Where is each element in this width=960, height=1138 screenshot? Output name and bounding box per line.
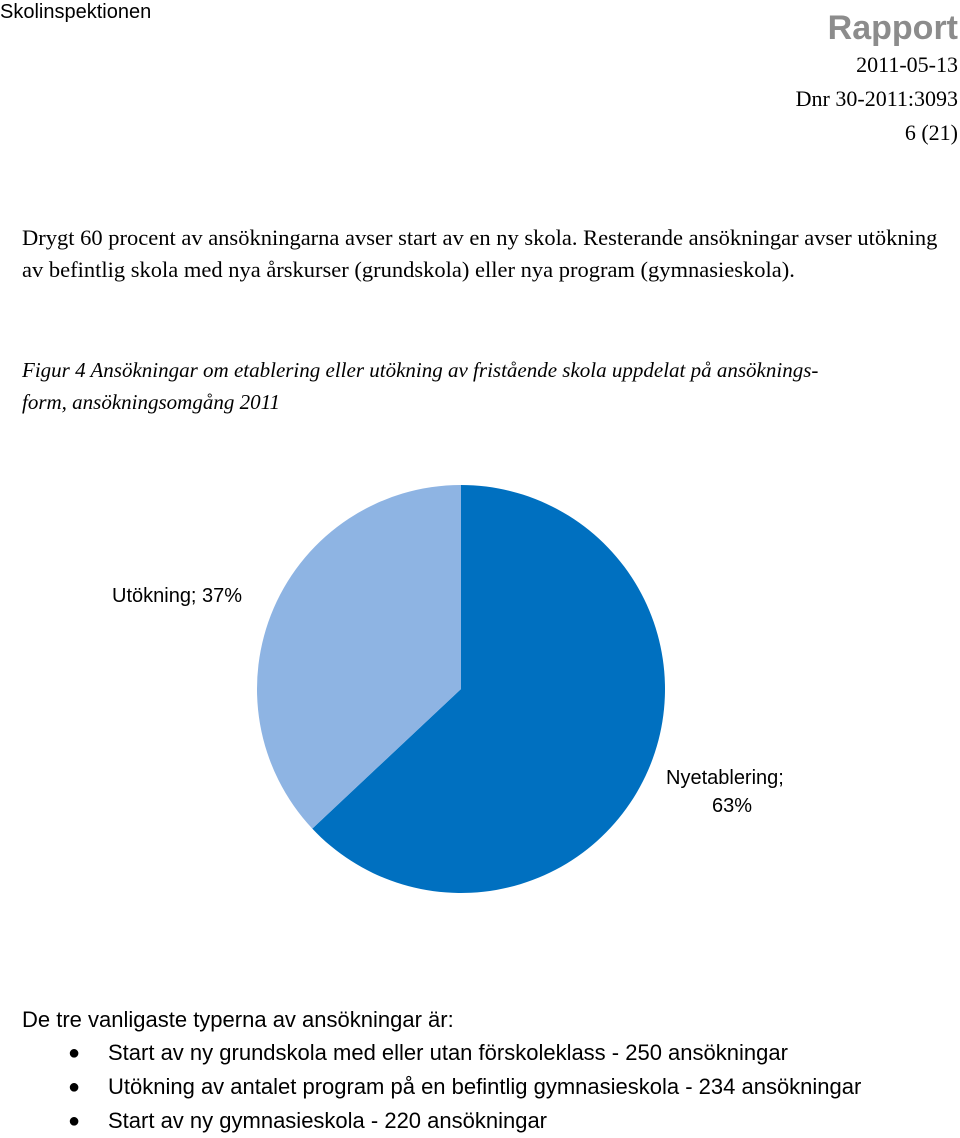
report-header [796,8,958,150]
slice-label-nyetablering-line-2: 63% [712,795,753,817]
list-item [22,1070,957,1104]
figure-caption-line-1: Figur 4 Ansökningar om etablering eller utökning av fristående skola uppdelat på ansöknings- [22,358,819,382]
body-paragraph: Drygt 60 procent av ansökningarna avser start av en ny skola. Resterande ansökningar avser utökning av befintlig skola med nya årskurser (grundskola) eller nya program (gymnasieskola). [22,225,938,282]
bullet-dot-icon: ● [68,1110,81,1132]
list-item-text: Start av ny grundskola med eller utan förskoleklass - 250 ansökningar [108,1040,788,1065]
pie-chart [0,470,960,910]
reference-number: Dnr 30-2011:3093 [795,86,958,111]
list-item-text: Utökning av antalet program på en befintlig gymnasieskola - 234 ansökningar [108,1074,862,1099]
list-intro: De tre vanligaste typerna av ansökningar är: [22,1007,454,1032]
bullet-dot-icon: ● [68,1076,81,1098]
list-item [22,1104,957,1138]
findings-list [22,1036,957,1138]
slice-label-utokning: Utökning; 37% [112,585,243,607]
report-date: 2011-05-13 [856,52,958,77]
list-item-text: Start av ny gymnasieskola - 220 ansökningar [108,1108,548,1133]
list-item [22,1036,957,1070]
slice-label-nyetablering-line-1: Nyetablering; [666,767,784,789]
pie-slices [257,485,665,893]
pie-chart-svg [0,470,960,910]
figure-caption-line-2: form, ansökningsomgång 2011 [22,390,281,414]
bullet-dot-icon: ● [68,1042,81,1064]
organization-name: Skolinspektionen [0,1,152,23]
document-type: Rapport [827,9,958,47]
figure-caption [22,354,952,418]
page-number: 6 (21) [904,120,958,145]
